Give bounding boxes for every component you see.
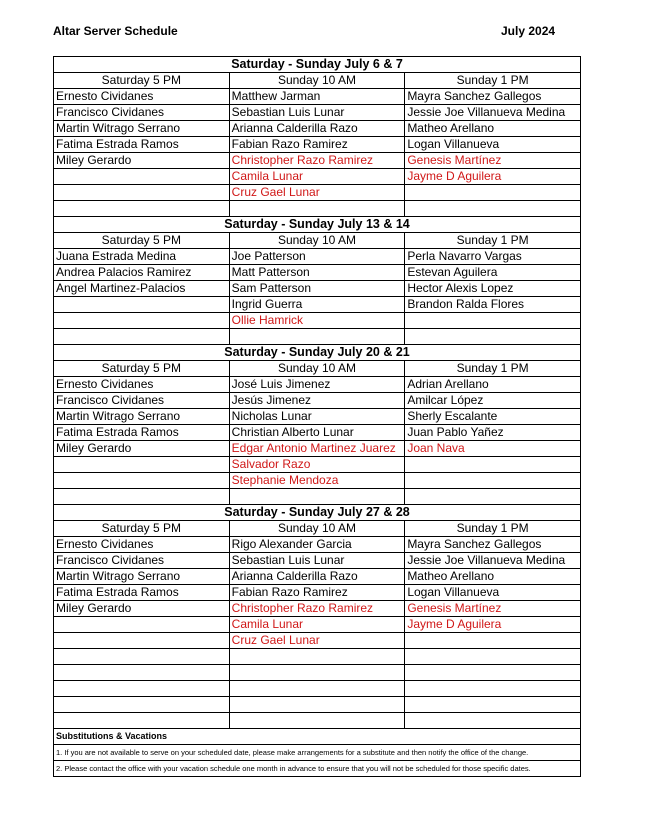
- document-title: Altar Server Schedule: [53, 24, 178, 38]
- table-row: [54, 569, 581, 585]
- server-name-cell: Genesis Martínez: [405, 601, 581, 617]
- server-name-cell: Francisco Cividanes: [54, 553, 230, 569]
- server-name-cell: [54, 185, 230, 201]
- server-name-cell: Camila Lunar: [229, 617, 405, 633]
- server-name-cell: [229, 649, 405, 665]
- server-name-cell: [405, 473, 581, 489]
- server-name-cell: Brandon Ralda Flores: [405, 297, 581, 313]
- table-row: [54, 393, 581, 409]
- server-name-cell: Sam Patterson: [229, 281, 405, 297]
- table-row: [54, 121, 581, 137]
- footer-heading-row: [54, 729, 581, 745]
- server-name-cell: Sebastian Luis Lunar: [229, 105, 405, 121]
- server-name-cell: [229, 665, 405, 681]
- week-heading-row: [54, 345, 581, 361]
- server-name-cell: [405, 681, 581, 697]
- table-row: [54, 137, 581, 153]
- server-name-cell: Andrea Palacios Ramirez: [54, 265, 230, 281]
- server-name-cell: Francisco Cividanes: [54, 393, 230, 409]
- server-name-cell: [229, 713, 405, 729]
- server-name-cell: Arianna Calderilla Razo: [229, 569, 405, 585]
- server-name-cell: Amilcar López: [405, 393, 581, 409]
- table-row: [54, 297, 581, 313]
- server-name-cell: Arianna Calderilla Razo: [229, 121, 405, 137]
- server-name-cell: [405, 665, 581, 681]
- server-name-cell: [54, 169, 230, 185]
- server-name-cell: Logan Villanueva: [405, 137, 581, 153]
- server-name-cell: Christian Alberto Lunar: [229, 425, 405, 441]
- column-header: Saturday 5 PM: [54, 73, 230, 89]
- server-name-cell: Cruz Gael Lunar: [229, 633, 405, 649]
- server-name-cell: [405, 697, 581, 713]
- server-name-cell: [54, 473, 230, 489]
- table-row: [54, 281, 581, 297]
- table-row: [54, 457, 581, 473]
- server-name-cell: Jayme D Aguilera: [405, 617, 581, 633]
- server-name-cell: Miley Gerardo: [54, 153, 230, 169]
- table-row: [54, 169, 581, 185]
- server-name-cell: Fatima Estrada Ramos: [54, 585, 230, 601]
- server-name-cell: [405, 313, 581, 329]
- server-name-cell: Ingrid Guerra: [229, 297, 405, 313]
- server-name-cell: [405, 489, 581, 505]
- column-header: Saturday 5 PM: [54, 233, 230, 249]
- table-row: [54, 249, 581, 265]
- server-name-cell: [54, 201, 230, 217]
- server-name-cell: Ernesto Cividanes: [54, 89, 230, 105]
- server-name-cell: José Luis Jimenez: [229, 377, 405, 393]
- column-header: Sunday 1 PM: [405, 361, 581, 377]
- table-row: [54, 313, 581, 329]
- server-name-cell: Jesús Jimenez: [229, 393, 405, 409]
- server-name-cell: Perla Navarro Vargas: [405, 249, 581, 265]
- table-row: [54, 185, 581, 201]
- table-row: [54, 537, 581, 553]
- server-name-cell: [229, 329, 405, 345]
- server-name-cell: [54, 713, 230, 729]
- server-name-cell: Fatima Estrada Ramos: [54, 137, 230, 153]
- week-heading-row: [54, 505, 581, 521]
- server-name-cell: Joan Nava: [405, 441, 581, 457]
- week-heading: Saturday - Sunday July 27 & 28: [54, 505, 581, 521]
- table-row: [54, 601, 581, 617]
- server-name-cell: Miley Gerardo: [54, 601, 230, 617]
- week-heading: Saturday - Sunday July 13 & 14: [54, 217, 581, 233]
- week-heading-row: [54, 57, 581, 73]
- server-name-cell: Fabian Razo Ramirez: [229, 137, 405, 153]
- table-row: [54, 105, 581, 121]
- table-row: [54, 633, 581, 649]
- server-name-cell: [229, 681, 405, 697]
- server-name-cell: [405, 633, 581, 649]
- server-name-cell: Rigo Alexander Garcia: [229, 537, 405, 553]
- server-name-cell: Adrian Arellano: [405, 377, 581, 393]
- server-name-cell: [54, 617, 230, 633]
- server-name-cell: Logan Villanueva: [405, 585, 581, 601]
- column-header: Sunday 10 AM: [229, 361, 405, 377]
- table-row: [54, 697, 581, 713]
- column-header-row: [54, 233, 581, 249]
- table-row: [54, 425, 581, 441]
- server-name-cell: Jessie Joe Villanueva Medina: [405, 105, 581, 121]
- server-name-cell: [54, 457, 230, 473]
- table-row: [54, 153, 581, 169]
- footer-heading: Substitutions & Vacations: [54, 729, 581, 745]
- server-name-cell: [54, 681, 230, 697]
- server-name-cell: Matthew Jarman: [229, 89, 405, 105]
- server-name-cell: Mayra Sanchez Gallegos: [405, 89, 581, 105]
- server-name-cell: Fabian Razo Ramirez: [229, 585, 405, 601]
- table-row: [54, 585, 581, 601]
- week-heading-row: [54, 217, 581, 233]
- server-name-cell: Matheo Arellano: [405, 121, 581, 137]
- server-name-cell: [54, 649, 230, 665]
- server-name-cell: Nicholas Lunar: [229, 409, 405, 425]
- column-header: Sunday 1 PM: [405, 73, 581, 89]
- footer-note-row: [54, 745, 581, 761]
- column-header-row: [54, 521, 581, 537]
- table-row: [54, 89, 581, 105]
- server-name-cell: [54, 697, 230, 713]
- server-name-cell: [54, 633, 230, 649]
- server-name-cell: [54, 297, 230, 313]
- server-name-cell: Jessie Joe Villanueva Medina: [405, 553, 581, 569]
- server-name-cell: Francisco Cividanes: [54, 105, 230, 121]
- server-name-cell: Christopher Razo Ramirez: [229, 153, 405, 169]
- server-name-cell: Martin Witrago Serrano: [54, 121, 230, 137]
- server-name-cell: Mayra Sanchez Gallegos: [405, 537, 581, 553]
- server-name-cell: Hector Alexis Lopez: [405, 281, 581, 297]
- server-name-cell: [229, 201, 405, 217]
- server-name-cell: [405, 201, 581, 217]
- server-name-cell: Stephanie Mendoza: [229, 473, 405, 489]
- footer-note: 2. Please contact the office with your vacation schedule one month in advance to ensure that you will not be scheduled for those specific dates.: [54, 761, 581, 777]
- server-name-cell: [54, 313, 230, 329]
- server-name-cell: [405, 329, 581, 345]
- server-name-cell: Ollie Hamrick: [229, 313, 405, 329]
- table-row: [54, 377, 581, 393]
- server-name-cell: Christopher Razo Ramirez: [229, 601, 405, 617]
- server-name-cell: [405, 457, 581, 473]
- server-name-cell: [405, 185, 581, 201]
- table-row: [54, 201, 581, 217]
- table-row: [54, 649, 581, 665]
- column-header: Sunday 1 PM: [405, 521, 581, 537]
- column-header: Sunday 10 AM: [229, 233, 405, 249]
- server-name-cell: Fatima Estrada Ramos: [54, 425, 230, 441]
- server-name-cell: Juana Estrada Medina: [54, 249, 230, 265]
- server-name-cell: [405, 713, 581, 729]
- column-header-row: [54, 73, 581, 89]
- server-name-cell: Genesis Martínez: [405, 153, 581, 169]
- table-row: [54, 489, 581, 505]
- column-header-row: [54, 361, 581, 377]
- column-header: Sunday 10 AM: [229, 521, 405, 537]
- table-row: [54, 441, 581, 457]
- server-name-cell: Jayme D Aguilera: [405, 169, 581, 185]
- table-row: [54, 265, 581, 281]
- server-name-cell: Matheo Arellano: [405, 569, 581, 585]
- server-name-cell: Joe Patterson: [229, 249, 405, 265]
- table-row: [54, 473, 581, 489]
- server-name-cell: Sherly Escalante: [405, 409, 581, 425]
- table-row: [54, 713, 581, 729]
- server-name-cell: Miley Gerardo: [54, 441, 230, 457]
- server-name-cell: Cruz Gael Lunar: [229, 185, 405, 201]
- table-row: [54, 665, 581, 681]
- server-name-cell: Camila Lunar: [229, 169, 405, 185]
- server-name-cell: [405, 649, 581, 665]
- document-month: July 2024: [501, 24, 556, 38]
- server-name-cell: Ernesto Cividanes: [54, 537, 230, 553]
- column-header: Sunday 10 AM: [229, 73, 405, 89]
- week-heading: Saturday - Sunday July 20 & 21: [54, 345, 581, 361]
- server-name-cell: Salvador Razo: [229, 457, 405, 473]
- server-name-cell: Sebastian Luis Lunar: [229, 553, 405, 569]
- server-name-cell: Juan Pablo Yañez: [405, 425, 581, 441]
- week-heading: Saturday - Sunday July 6 & 7: [54, 57, 581, 73]
- table-row: [54, 553, 581, 569]
- table-row: [54, 681, 581, 697]
- server-name-cell: Martin Witrago Serrano: [54, 569, 230, 585]
- server-name-cell: [229, 489, 405, 505]
- schedule-table: [53, 56, 581, 777]
- footer-note: 1. If you are not available to serve on your scheduled date, please make arrangements for a substitute and then notify the office of the change.: [54, 745, 581, 761]
- server-name-cell: [229, 697, 405, 713]
- server-name-cell: [54, 665, 230, 681]
- server-name-cell: Matt Patterson: [229, 265, 405, 281]
- table-row: [54, 329, 581, 345]
- column-header: Sunday 1 PM: [405, 233, 581, 249]
- server-name-cell: [54, 329, 230, 345]
- table-row: [54, 409, 581, 425]
- column-header: Saturday 5 PM: [54, 361, 230, 377]
- table-row: [54, 617, 581, 633]
- server-name-cell: Ernesto Cividanes: [54, 377, 230, 393]
- column-header: Saturday 5 PM: [54, 521, 230, 537]
- server-name-cell: Estevan Aguilera: [405, 265, 581, 281]
- server-name-cell: Martin Witrago Serrano: [54, 409, 230, 425]
- footer-note-row: [54, 761, 581, 777]
- server-name-cell: [54, 489, 230, 505]
- server-name-cell: Angel Martinez-Palacios: [54, 281, 230, 297]
- server-name-cell: Edgar Antonio Martinez Juarez: [229, 441, 405, 457]
